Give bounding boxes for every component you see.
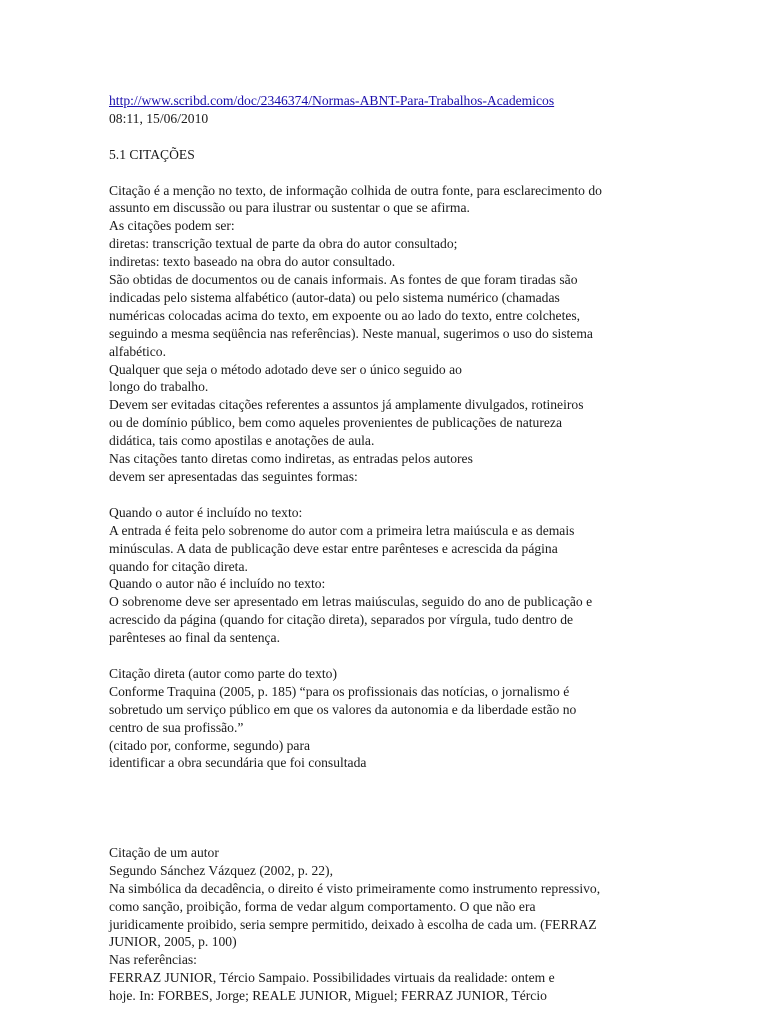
text-line: didática, tais como apostilas e anotações de aula. bbox=[109, 433, 375, 449]
text-line: (citado por, conforme, segundo) para bbox=[109, 737, 311, 753]
intro-paragraphs bbox=[109, 182, 709, 486]
text-line: Citação direta (autor como parte do texto) bbox=[109, 665, 337, 681]
single-author-paragraphs bbox=[109, 844, 709, 1005]
spacer bbox=[109, 808, 709, 826]
text-line: Devem ser evitadas citações referentes a assuntos já amplamente divulgados, rotineiros bbox=[109, 397, 584, 413]
text-line: longo do trabalho. bbox=[109, 379, 209, 395]
document-page bbox=[109, 92, 709, 1005]
text-line: identificar a obra secundária que foi consultada bbox=[109, 755, 367, 771]
text-line: numéricas colocadas acima do texto, em expoente ou ao lado do texto, entre colchetes, bbox=[109, 307, 581, 323]
text-line: hoje. In: FORBES, Jorge; REALE JUNIOR, Miguel; FERRAZ JUNIOR, Tércio bbox=[109, 988, 547, 1004]
spacer bbox=[109, 164, 709, 182]
text-line: Conforme Traquina (2005, p. 185) “para os profissionais das notícias, o jornalismo é bbox=[109, 683, 570, 699]
text-line: Nas referências: bbox=[109, 952, 197, 968]
spacer bbox=[109, 128, 709, 146]
text-line: A entrada é feita pelo sobrenome do autor com a primeira letra maiúscula e as demais bbox=[109, 522, 575, 538]
text-line: Segundo Sánchez Vázquez (2002, p. 22), bbox=[109, 862, 333, 878]
text-line: acrescido da página (quando for citação direta), separados por vírgula, tudo dentro de bbox=[109, 612, 574, 628]
text-line: Quando o autor não é incluído no texto: bbox=[109, 576, 326, 592]
text-line: FERRAZ JUNIOR, Tércio Sampaio. Possibilidades virtuais da realidade: ontem e bbox=[109, 970, 555, 986]
source-url-link[interactable]: http://www.scribd.com/doc/2346374/Normas-ABNT-Para-Trabalhos-Academicos bbox=[109, 93, 555, 108]
spacer bbox=[109, 647, 709, 665]
author-forms-paragraphs bbox=[109, 504, 709, 647]
text-line: alfabético. bbox=[109, 343, 166, 359]
spacer bbox=[109, 486, 709, 504]
text-line: O sobrenome deve ser apresentado em letras maiúsculas, seguido do ano de publicação e bbox=[109, 594, 593, 610]
access-timestamp: 08:11, 15/06/2010 bbox=[109, 110, 209, 126]
text-line: como sanção, proibição, forma de vedar algum comportamento. O que não era bbox=[109, 898, 536, 914]
text-line: As citações podem ser: bbox=[109, 218, 235, 234]
section-title: 5.1 CITAÇÕES bbox=[109, 146, 195, 162]
text-line: Nas citações tanto diretas como indiretas, as entradas pelos autores bbox=[109, 451, 473, 467]
text-line: quando for citação direta. bbox=[109, 558, 248, 574]
text-line: diretas: transcrição textual de parte da obra do autor consultado; bbox=[109, 236, 458, 252]
text-line: JUNIOR, 2005, p. 100) bbox=[109, 934, 237, 950]
text-line: indiretas: texto baseado na obra do autor consultado. bbox=[109, 254, 396, 270]
text-line: assunto em discussão ou para ilustrar ou sustentar o que se afirma. bbox=[109, 200, 470, 216]
text-line: ou de domínio público, bem como aqueles provenientes de publicações de natureza bbox=[109, 415, 562, 431]
text-line: indicadas pelo sistema alfabético (autor-data) ou pelo sistema numérico (chamadas bbox=[109, 289, 560, 305]
text-line: São obtidas de documentos ou de canais informais. As fontes de que foram tiradas são bbox=[109, 272, 578, 288]
spacer bbox=[109, 772, 709, 790]
text-line: parênteses ao final da sentença. bbox=[109, 630, 280, 646]
text-line: Qualquer que seja o método adotado deve ser o único seguido ao bbox=[109, 361, 462, 377]
text-line: minúsculas. A data de publicação deve estar entre parênteses e acrescida da página bbox=[109, 540, 558, 556]
text-line: devem ser apresentadas das seguintes formas: bbox=[109, 469, 358, 484]
spacer bbox=[109, 790, 709, 808]
text-line: juridicamente proibido, seria sempre permitido, deixado à escolha de cada um. (FERRAZ bbox=[109, 916, 597, 932]
text-line: Quando o autor é incluído no texto: bbox=[109, 504, 303, 520]
text-line: centro de sua profissão.” bbox=[109, 719, 244, 735]
text-line: seguindo a mesma seqüência nas referências). Neste manual, sugerimos o uso do sistema bbox=[109, 325, 593, 341]
spacer bbox=[109, 826, 709, 844]
text-line: sobretudo um serviço público em que os valores da autonomia e da liberdade estão no bbox=[109, 701, 577, 717]
text-line: Citação é a menção no texto, de informação colhida de outra fonte, para esclarecimento do bbox=[109, 182, 602, 198]
text-line: Citação de um autor bbox=[109, 844, 219, 860]
direct-citation-paragraphs bbox=[109, 665, 709, 772]
text-line: Na simbólica da decadência, o direito é visto primeiramente como instrumento repressivo, bbox=[109, 880, 601, 896]
